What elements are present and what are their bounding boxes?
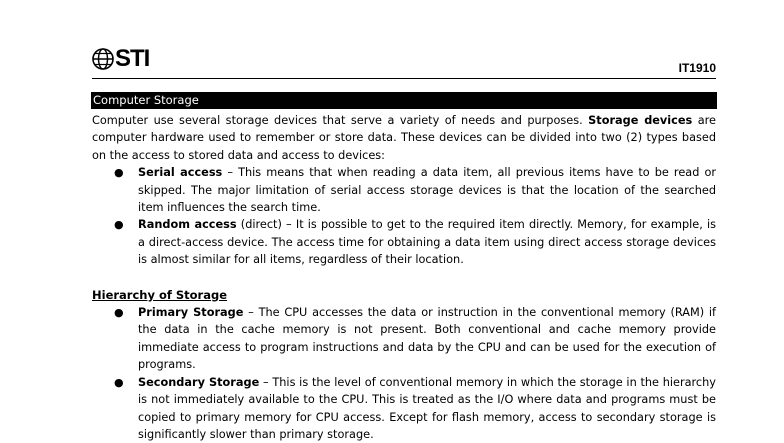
list-item-primary-storage (92, 304, 716, 374)
logo-text: STI (115, 45, 150, 72)
bullet-icon: ● (114, 306, 124, 320)
term-serial-access: Serial access (138, 166, 223, 180)
intro-text-rest: are computer hardware used to remember or store data. These devices can be divided into two (2) types based on the access to stored data and access to devices: (92, 114, 716, 162)
definition-primary-storage: – The CPU accesses the data or instruction in the conventional memory (RAM) if the data in the cache memory is not present. Both conventional and cache memory provide immediate access to program instructions and data by the CPU and can be used for the execution of programs. (138, 306, 716, 372)
bullet-icon: ● (114, 218, 124, 232)
globe-icon (92, 48, 114, 70)
list-item-secondary-storage (92, 374, 716, 443)
term-secondary-storage: Secondary Storage (138, 375, 260, 389)
definition-serial-access: – This means that when reading a data item, all previous items have to be read or skipped. The major limitation of serial access storage devices is that the location of the searched item influences the search time. (138, 166, 716, 215)
hierarchy-list (92, 304, 716, 443)
bullet-icon: ● (114, 166, 124, 180)
intro-text: Computer use several storage devices that serve a variety of needs and purposes. (92, 114, 589, 127)
section-title-bar: Computer Storage (91, 92, 717, 109)
bullet-icon: ● (114, 375, 124, 389)
list-item-random-access (92, 216, 716, 268)
hierarchy-heading: Hierarchy of Storage (92, 287, 228, 302)
list-item-serial-access (92, 164, 716, 216)
definition-random-access: (direct) – It is possible to get to the required item directly. Memory, for example, is a direct-access device. The access time for obtaining a data item using direct access storage devices is almost similar for all items, regardless of their location. (138, 218, 717, 267)
access-types-list (92, 164, 716, 268)
header-divider (92, 78, 716, 79)
document-code: IT1910 (678, 61, 716, 75)
intro-bold-term: Storage devices (588, 114, 693, 127)
document-body (92, 112, 716, 443)
sti-logo (92, 46, 149, 72)
definition-secondary-storage: – This is the level of conventional memory in which the storage in the hierarchy is not immediately available to the CPU. This is treated as the I/O where data and programs must be copied to primary memory for CPU access. Except for flash memory, access to secondary storage is significantly slower than primary storage. (138, 375, 716, 441)
intro-paragraph (92, 112, 716, 164)
term-random-access: Random access (138, 218, 237, 232)
term-primary-storage: Primary Storage (138, 306, 244, 320)
